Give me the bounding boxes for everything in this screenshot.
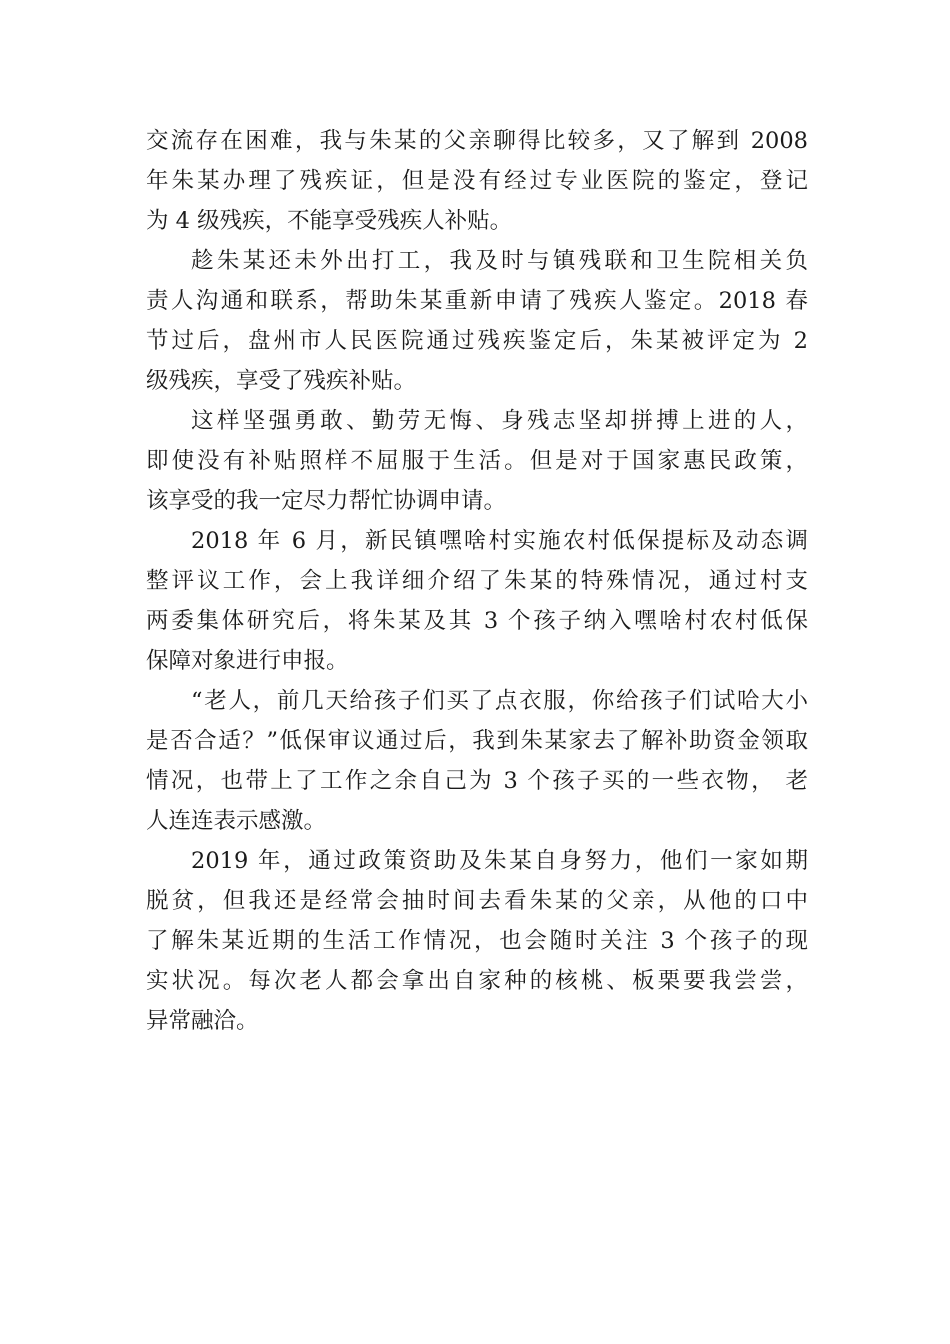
text-line: 年朱某办理了残疾证，但是没有经过专业医院的鉴定，登记: [146, 168, 808, 194]
text-line: 实状况。每次老人都会拿出自家种的核桃、板栗要我尝尝，: [146, 968, 808, 994]
paragraph-6: [146, 841, 808, 1041]
text-line: “老人，前几天给孩子们买了点衣服，你给孩子们试哈大小: [191, 688, 808, 714]
paragraph-4: [146, 521, 808, 681]
text-line: 情况，也带上了工作之余自己为 3 个孩子买的一些衣物， 老: [146, 768, 808, 794]
text-line: 责人沟通和联系，帮助朱某重新申请了残疾人鉴定。2018 春: [146, 288, 808, 314]
text-line: 脱贫，但我还是经常会抽时间去看朱某的父亲，从他的口中: [146, 888, 808, 914]
text-line: 人连连表示感激。: [146, 808, 327, 834]
paragraph-1: [146, 121, 808, 241]
text-line: 2018 年 6 月，新民镇嘿啥村实施农村低保提标及动态调: [191, 528, 808, 554]
paragraph-2: [146, 241, 808, 401]
paragraph-5: [146, 681, 808, 841]
paragraph-3: [146, 401, 808, 521]
body-text: [146, 121, 808, 1041]
text-line: 交流存在困难，我与朱某的父亲聊得比较多，又了解到 2008: [146, 128, 808, 154]
text-line: 保障对象进行申报。: [146, 648, 349, 674]
text-line: 即使没有补贴照样不屈服于生活。但是对于国家惠民政策，: [146, 448, 808, 474]
text-line: 级残疾，享受了残疾补贴。: [146, 368, 417, 394]
text-line: 异常融洽。: [146, 1008, 259, 1034]
text-line: 节过后，盘州市人民医院通过残疾鉴定后，朱某被评定为 2: [146, 328, 808, 354]
text-line: 为 4 级残疾，不能享受残疾人补贴。: [146, 208, 513, 234]
text-line: 了解朱某近期的生活工作情况，也会随时关注 3 个孩子的现: [146, 928, 808, 954]
text-line: 是否合适？”低保审议通过后，我到朱某家去了解补助资金领取: [146, 728, 808, 754]
text-line: 这样坚强勇敢、勤劳无悔、身残志坚却拼搏上进的人，: [191, 408, 808, 434]
text-line: 整评议工作，会上我详细介绍了朱某的特殊情况，通过村支: [146, 568, 808, 594]
text-line: 趁朱某还未外出打工，我及时与镇残联和卫生院相关负: [191, 248, 808, 274]
text-line: 该享受的我一定尽力帮忙协调申请。: [146, 488, 507, 514]
text-line: 两委集体研究后，将朱某及其 3 个孩子纳入嘿啥村农村低保: [146, 608, 808, 634]
text-line: 2019 年，通过政策资助及朱某自身努力，他们一家如期: [191, 848, 808, 874]
